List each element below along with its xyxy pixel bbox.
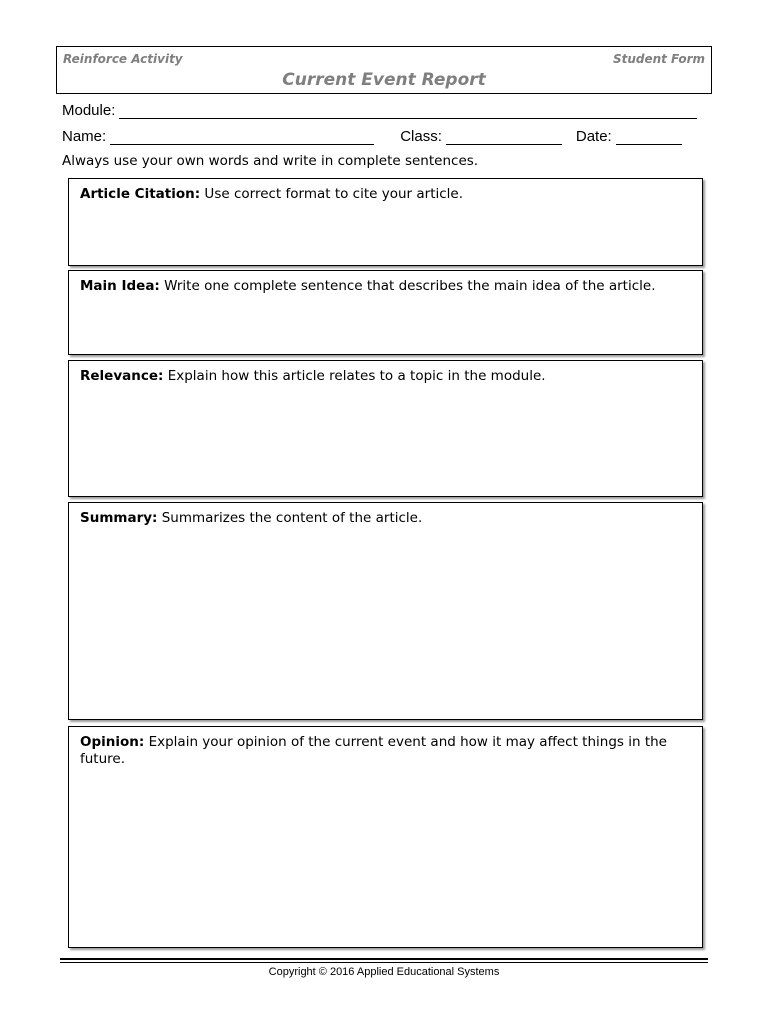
section-prompt: Write one complete sentence that describes the main idea of the article. <box>159 278 656 294</box>
section-label: Opinion: <box>80 734 145 750</box>
section-prompt: Summarizes the content of the article. <box>157 510 423 526</box>
date-field[interactable] <box>616 129 682 145</box>
module-field[interactable] <box>119 103 697 119</box>
section-label: Summary: <box>80 510 158 526</box>
summary-box[interactable] <box>68 502 703 720</box>
footer-divider <box>60 958 708 960</box>
relevance-box[interactable] <box>68 360 703 497</box>
name-class-date-row <box>62 128 682 145</box>
name-field[interactable] <box>110 129 374 145</box>
module-row <box>62 102 697 119</box>
activity-type-label: Reinforce Activity <box>63 52 183 66</box>
form-header <box>56 46 712 94</box>
class-label: Class: <box>400 128 442 145</box>
name-label: Name: <box>62 128 107 145</box>
form-type-label: Student Form <box>612 52 705 66</box>
instruction-text: Always use your own words and write in complete sentences. <box>62 153 479 169</box>
article-citation-box[interactable] <box>68 178 703 266</box>
copyright-text: Copyright © 2016 Applied Educational Systems <box>268 966 500 978</box>
main-idea-box[interactable] <box>68 270 703 355</box>
date-label: Date: <box>575 128 612 145</box>
module-label: Module: <box>62 102 116 119</box>
section-label: Relevance: <box>80 368 164 384</box>
class-field[interactable] <box>446 129 562 145</box>
page-title: Current Event Report <box>282 70 486 90</box>
section-prompt: Explain your opinion of the current event and how it may affect things in the future. <box>80 734 667 767</box>
opinion-box[interactable] <box>68 726 703 948</box>
section-label: Article Citation: <box>80 186 201 202</box>
section-prompt: Explain how this article relates to a topic in the module. <box>163 368 546 384</box>
section-prompt: Use correct format to cite your article. <box>200 186 464 202</box>
section-label: Main Idea: <box>80 278 160 294</box>
footer-divider-thin <box>60 962 708 963</box>
